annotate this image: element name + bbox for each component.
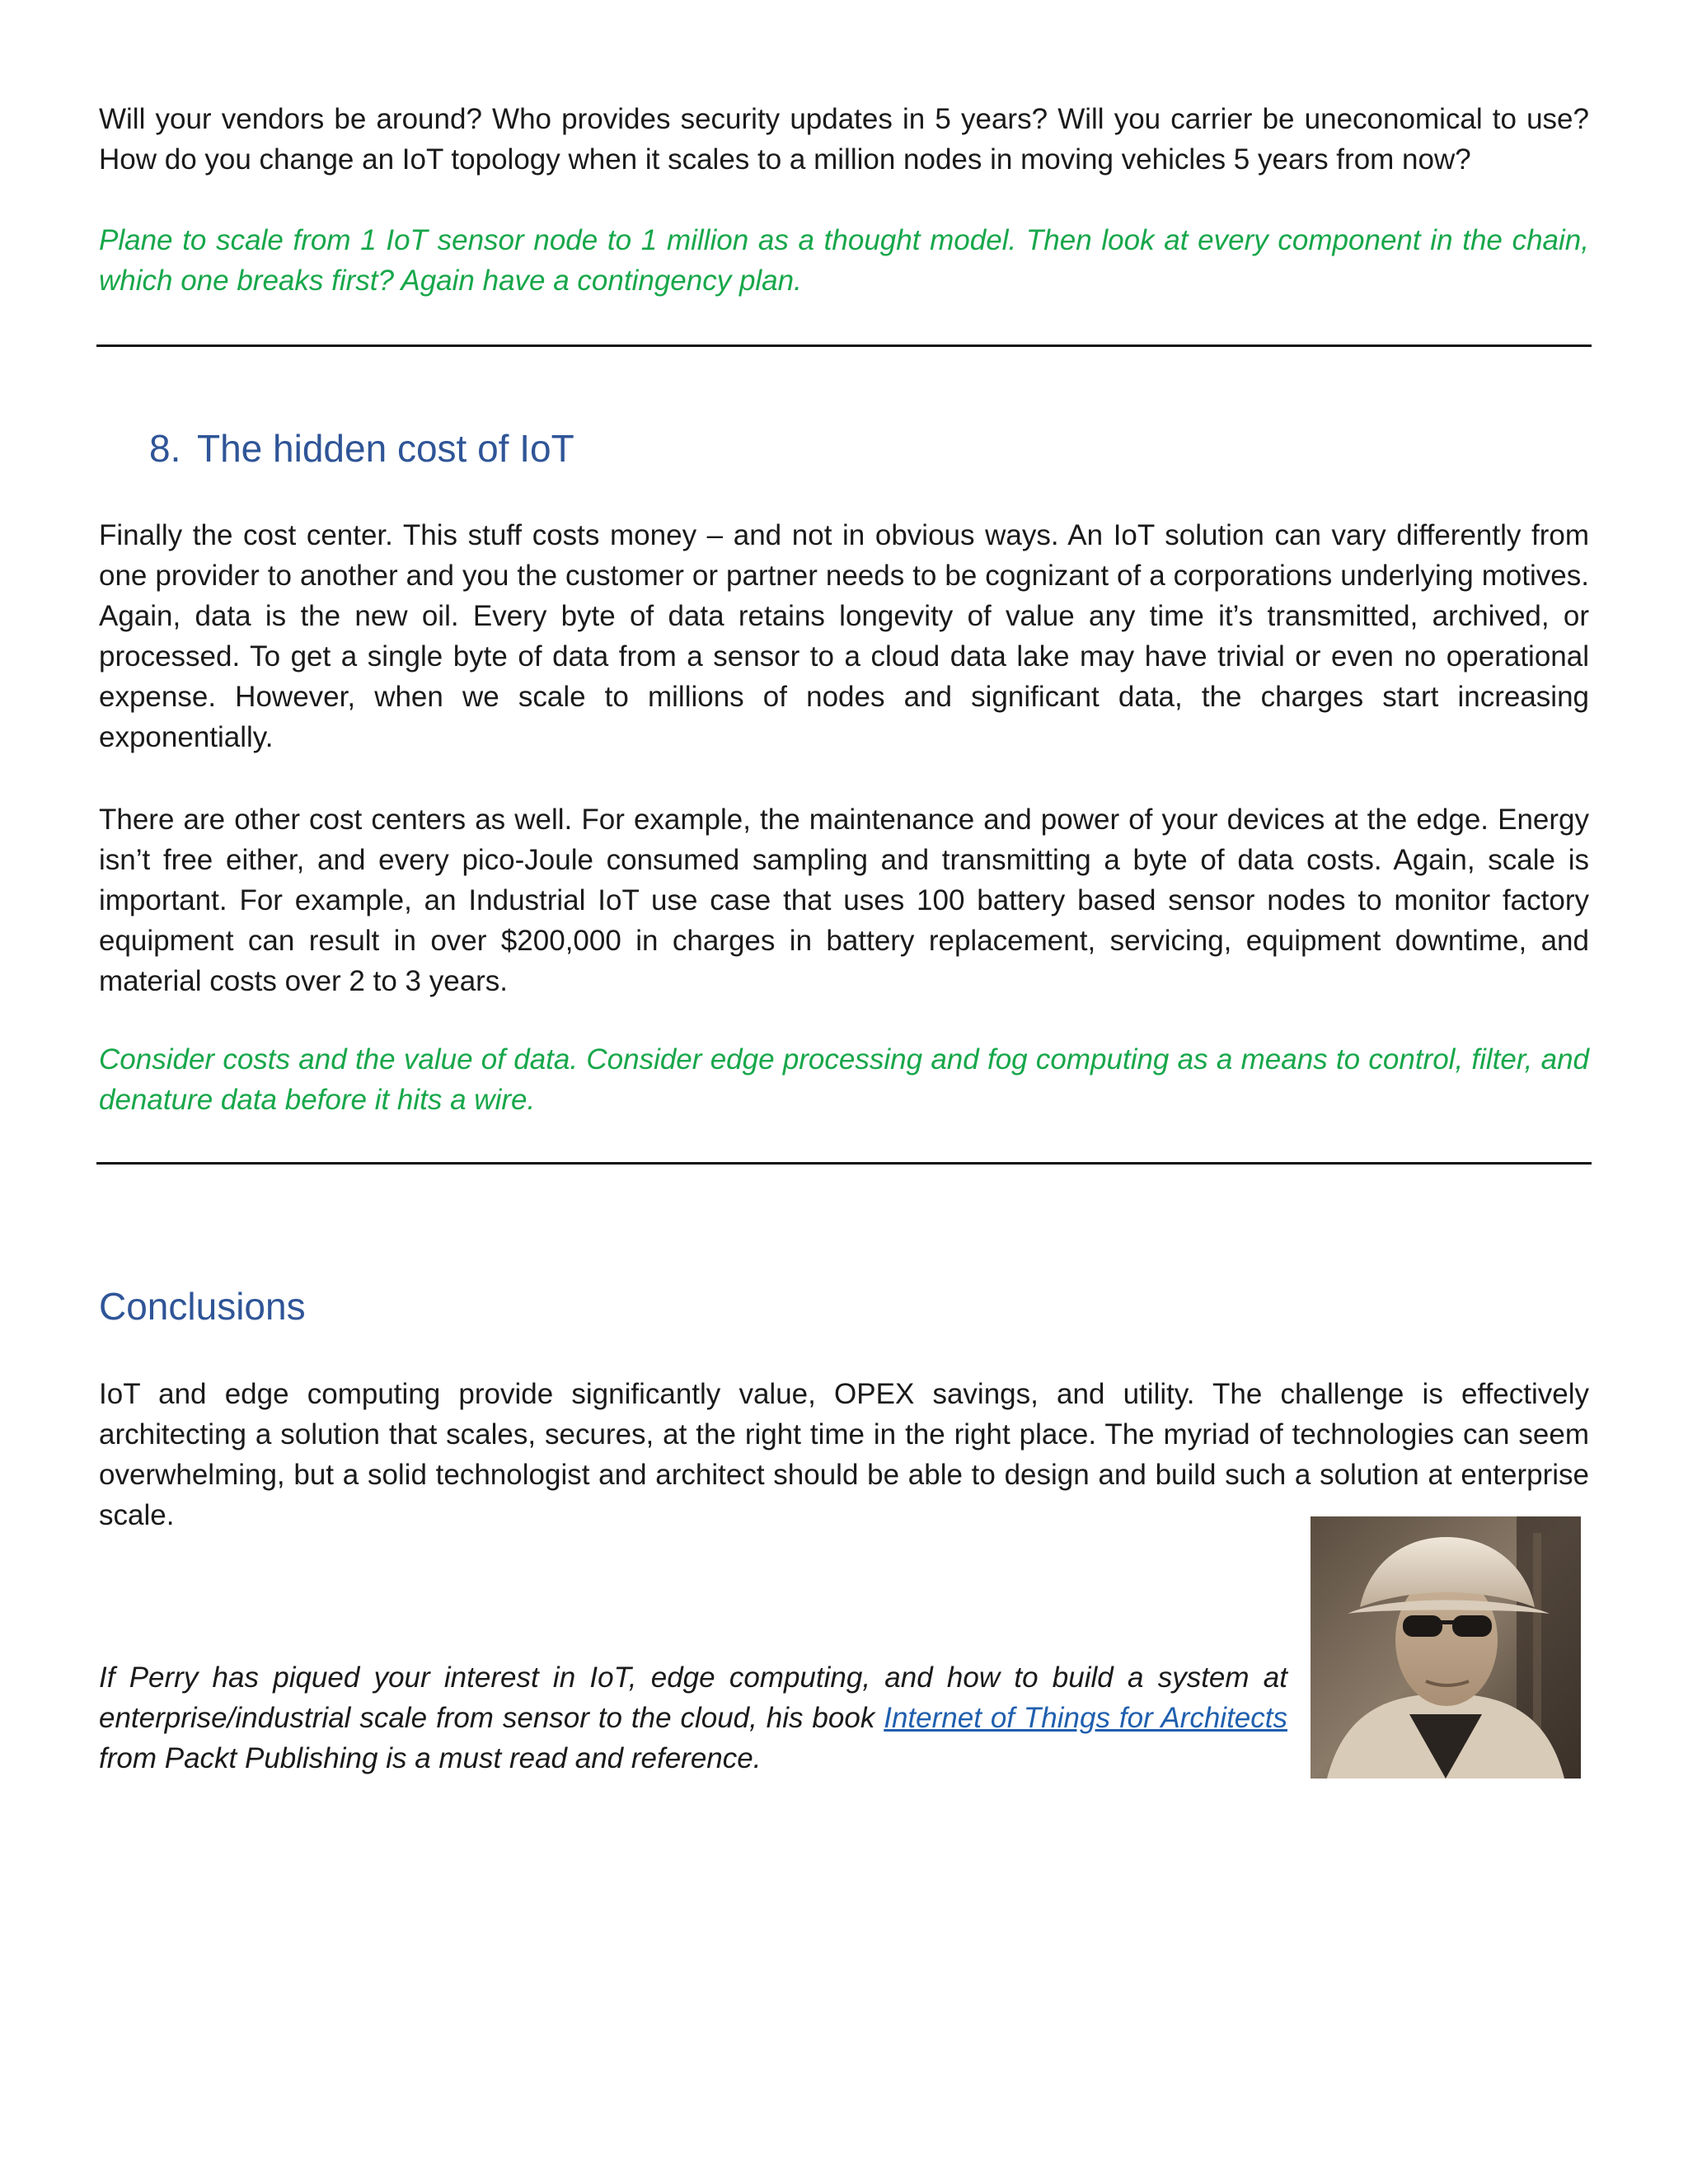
section-8-heading — [149, 424, 574, 473]
book-link[interactable]: Internet of Things for Architects — [884, 1702, 1287, 1734]
intro-paragraph: Will your vendors be around? Who provides security updates in 5 years? Will you carrier be uneconomical to use? How do you change an IoT topology when it scales to a million nodes in moving vehicles 5 years from now? — [99, 103, 1589, 176]
cost-paragraph-2: There are other cost centers as well. For example, the maintenance and power of your devices at the edge. Energy isn’t free either, and every pico-Joule consumed sampling and transmitting a byte of data costs. Again, scale is important. For example, an Industrial IoT use case that uses 100 battery based sensor nodes to monitor factory equipment can result in over $200,000 in charges in battery replacement, servicing, equipment downtime, and material costs over 2 to 3 years. — [99, 804, 1589, 997]
conclusions-heading: Conclusions — [99, 1285, 306, 1328]
promo-text-after: from Packt Publishing is a must read and reference. — [99, 1742, 762, 1774]
section-title: The hidden cost of IoT — [197, 427, 574, 470]
author-promo — [99, 1657, 1287, 1779]
section-number: 8. — [149, 427, 181, 470]
cost-paragraph-1: Finally the cost center. This stuff costs money – and not in obvious ways. An IoT solution can vary differently from one provider to another and you the customer or partner needs to be cognizant of a corporations underlying motives. Again, data is the new oil. Every byte of data retains longevity of value any time it’s transmitted, archived, or processed. To get a single byte of data from a sensor to a cloud data lake may have trivial or even no operational expense. However, when we scale to millions of nodes and significant data, the charges start increasing exponentially. — [99, 519, 1589, 753]
conclusions-paragraph: IoT and edge computing provide significantly value, OPEX savings, and utility. The challenge is effectively architecting a solution that scales, secures, at the right time in the right place. The myriad of technologies can seem overwhelming, but a solid technologist and architect should be able to design and build such a solution at enterprise scale. — [99, 1378, 1589, 1531]
promo-text-before: If Perry has piqued your interest in IoT, edge computing, and how to build a system at enterprise/industrial scale from sensor to the cloud, his book — [99, 1661, 1287, 1734]
section-divider — [96, 344, 1592, 347]
section-divider — [96, 1162, 1592, 1165]
intro-tip: Plane to scale from 1 IoT sensor node to 1 million as a thought model. Then look at every component in the chain, which one breaks first? Again have a contingency plan. — [99, 224, 1589, 297]
author-photo — [1311, 1516, 1581, 1779]
cost-tip: Consider costs and the value of data. Consider edge processing and fog computing as a means to control, filter, and denature data before it hits a wire. — [99, 1043, 1589, 1116]
